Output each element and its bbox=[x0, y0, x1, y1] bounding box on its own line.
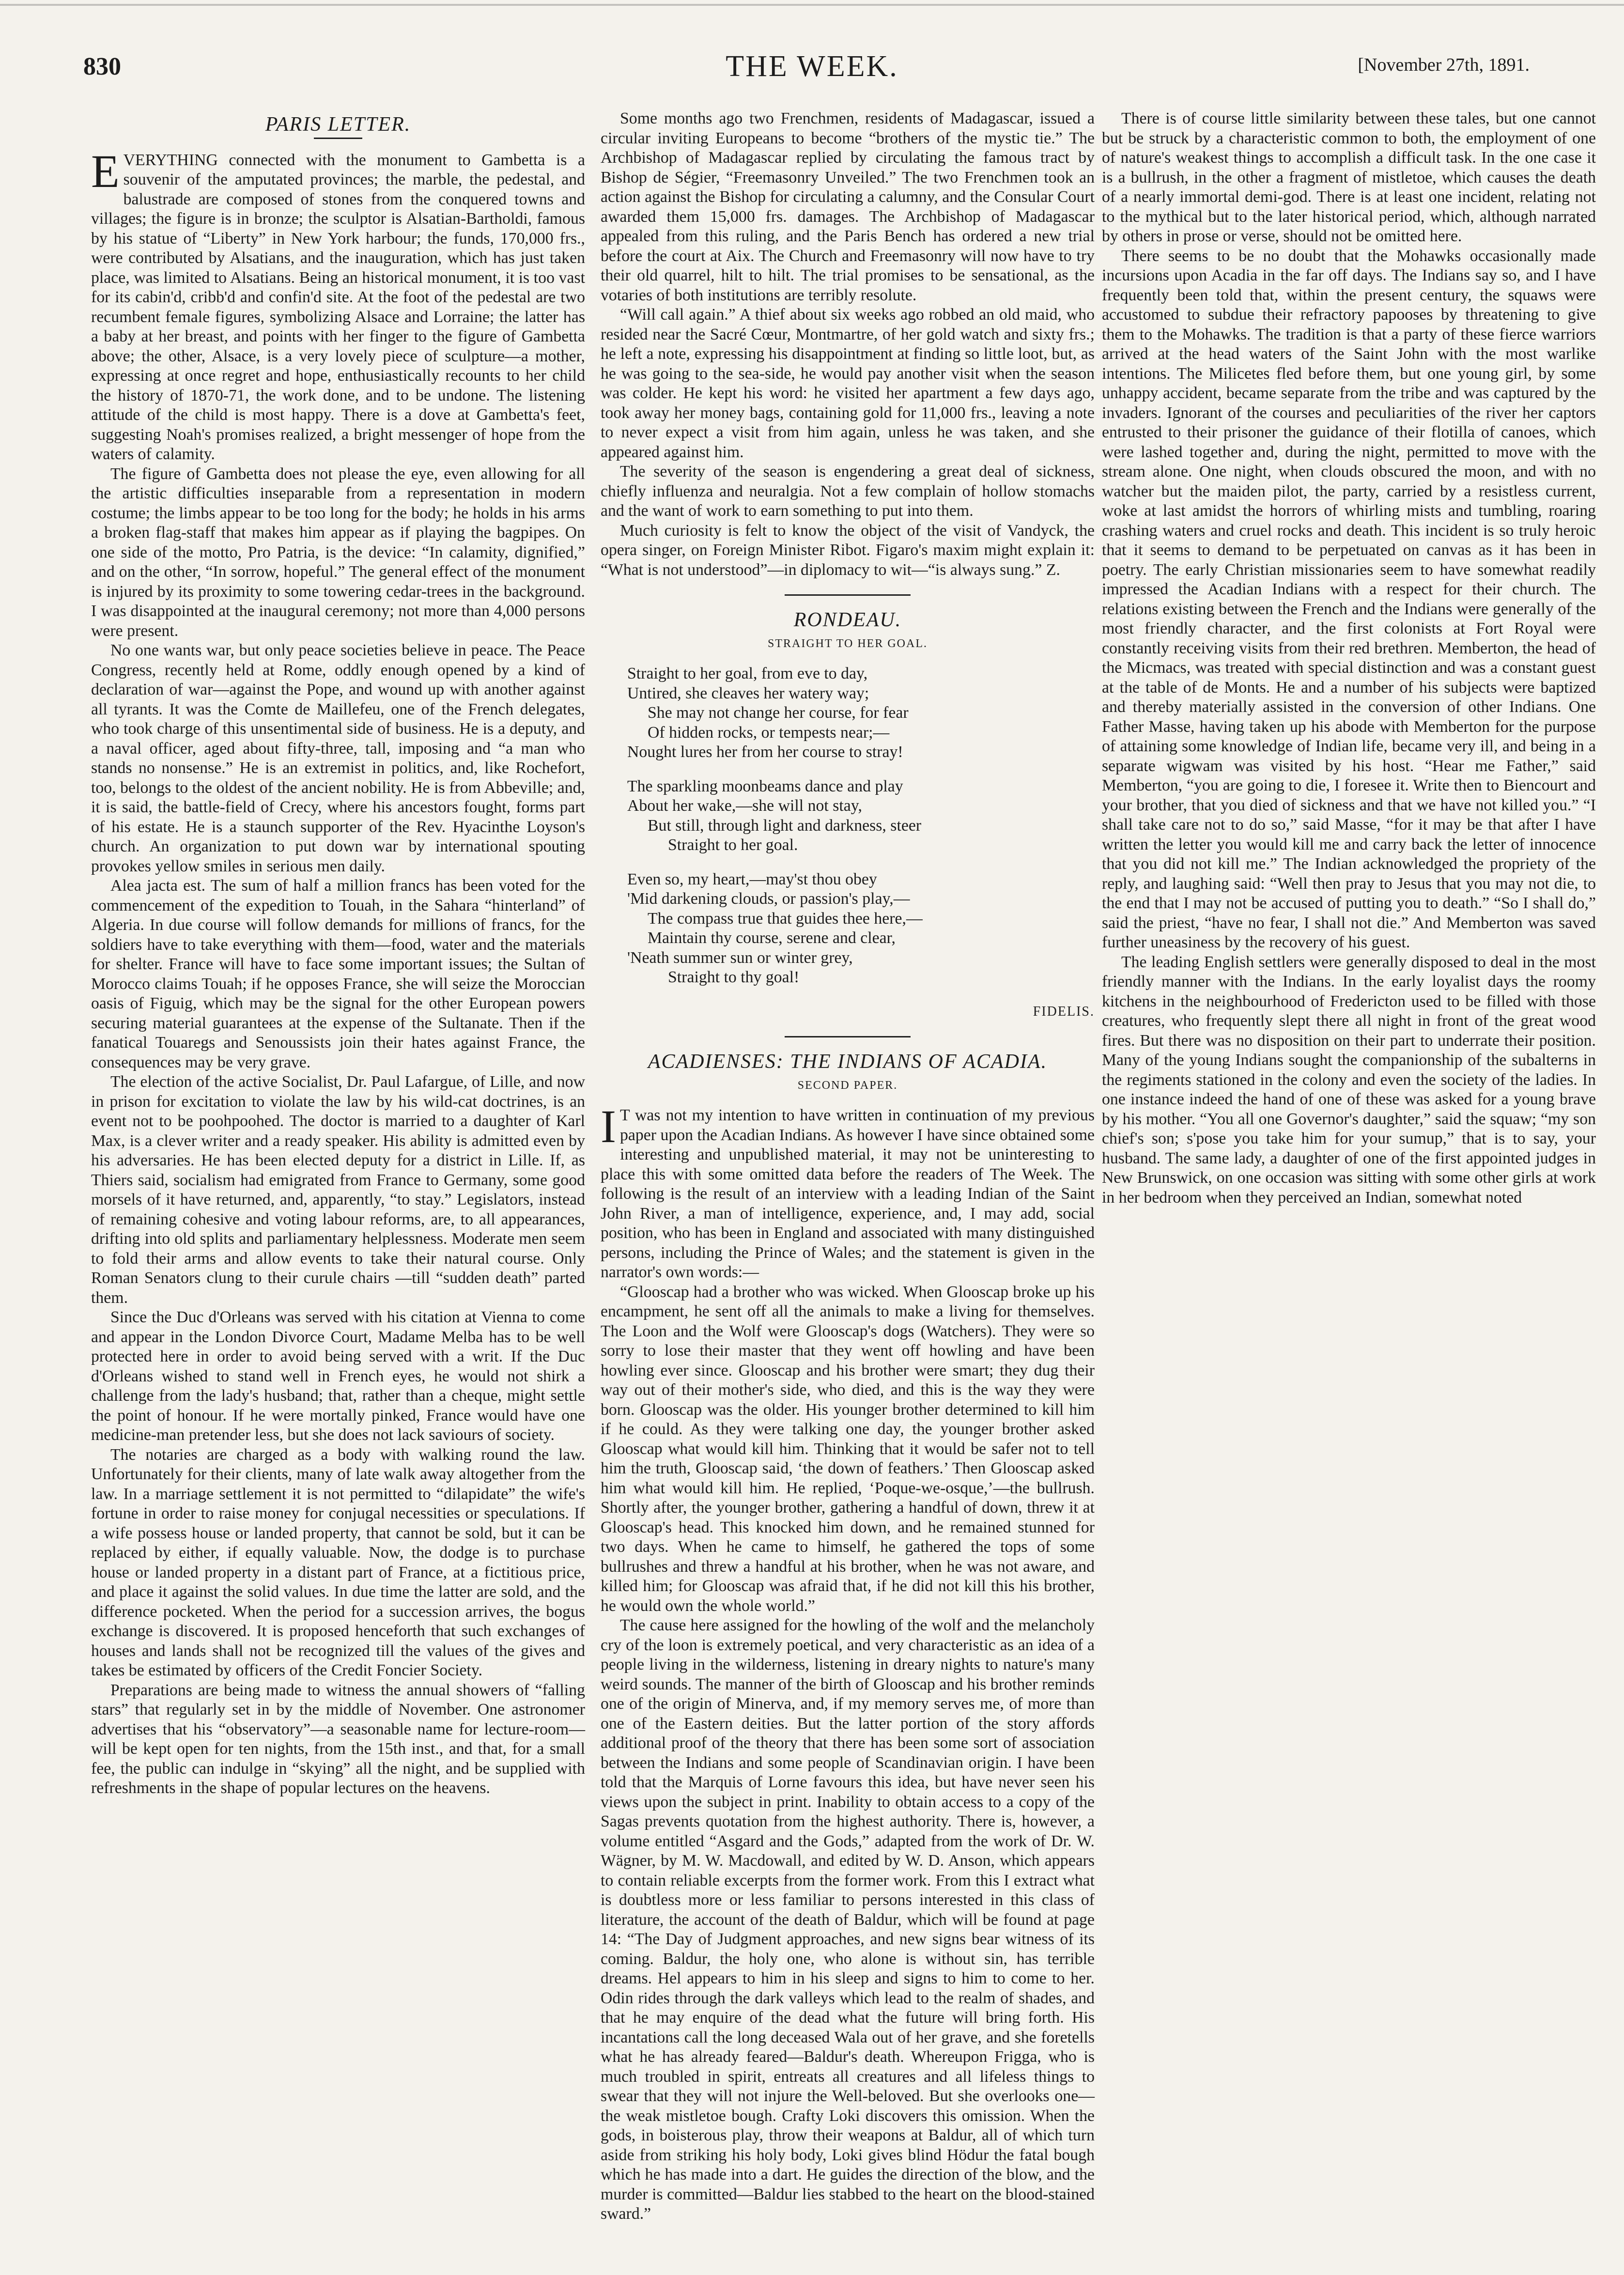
acadienses-paragraph: There is of course little similarity between these tales, but one cannot but be struck by a characteristic common to both, the employment of one of nature's weakest things to accomplish a difficult task. In the one case it is a bullrush, in the other a fragment of mistletoe, which causes the death of a nearly immortal demi-god. There is at least one incident, relating not to the mythical but to the later historical period, which, although narrated by others in prose or verse, should not be omitted here. bbox=[1102, 109, 1596, 245]
paris-paragraph: “Will call again.” A thief about six weeks ago robbed an old maid, who resided near the Sacré Cœur, Montmartre, of her gold watch and sixty frs.; he left a note, expressing his disappointment at finding so little loot, but, as he was going to the sea-side, he would pay another visit when the season was colder. He kept his word: he visited her apartment a few days ago, took away her money bags, containing gold for 11,000 frs., leaving a note to never expect a visit from him again, unless he was taken, and she appeared against him. bbox=[601, 306, 1095, 461]
verse-line: 'Mid darkening clouds, or passion's play,— bbox=[627, 890, 910, 908]
paris-paragraph: Preparations are being made to witness the annual showers of “falling stars” that regularly set in by the middle of November. One astronomer advertises that his “observatory”—a seasonable name for lecture-room—will be kept open for ten nights, from the 15th inst., and that, for a small fee, the public can indulge in “skying” all the night, and be supplied with refreshments in the shape of popular lectures on the heavens. bbox=[91, 1681, 585, 1797]
rondeau-stanza-2 bbox=[627, 777, 1095, 855]
verse-line: Straight to her goal, from eve to day, bbox=[627, 665, 868, 682]
verse-line: She may not change her course, for fear bbox=[648, 704, 909, 722]
verse-line: Of hidden rocks, or tempests near;— bbox=[648, 723, 890, 742]
verse-line: About her wake,—she will not stay, bbox=[627, 797, 862, 815]
verse-line: But still, through light and darkness, steer bbox=[648, 816, 922, 835]
acadienses-paragraph: “Glooscap had a brother who was wicked. When Glooscap broke up his encampment, he sent off all the animals to make a living for themselves. The Loon and the Wolf were Glooscap's dogs (Watchers). They were so sorry to lose their master that they went off howling and have been howling ever since. Glooscap and his brother were smart; they dug their way out of their mother's side, who died, and this is the way they were born. Glooscap was the older. His younger brother determined to kill him if he could. As they were talking one day, the younger brother asked Glooscap what would kill him. Thinking that it would be safer not to tell him the truth, Glooscap said, ‘the down of feathers.’ Then Glooscap asked him what would kill him. He replied, ‘Poque-we-osque,’—the bullrush. Shortly after, the younger brother, gathering a handful of down, threw it at Glooscap's head. This knocked him down, and he remained stunned for two days. When he came to himself, he gathered the tops of some bullrushes and threw a handful at his brother, when he was not aware, and killed him; for Glooscap was afraid that, if he did not kill this his brother, he would own the whole world.” bbox=[601, 1283, 1095, 1615]
paris-paragraph: No one wants war, but only peace societies believe in peace. The Peace Congress, recently held at Rome, oddly enough opened by a kind of declaration of war—against the Pope, and wound up with another against all tyrants. It was the Comte de Maillefeu, one of the French delegates, who took charge of this unsentimental side of business. He is a deputy, and a naval officer, aged about fifty-three, tall, imposing and “a man who stands no nonsense.” He is an extremist in politics, and, like Rochefort, too, belongs to the oldest of the ancient nobility. He is from Abbeville; and, it is said, the battle-field of Crecy, where his ancestors fought, forms part of his estate. He is a staunch supporter of the Rev. Hyacinthe Loyson's church. An organization to put down war by international spouting provokes yellow smiles in serious men daily. bbox=[91, 641, 585, 875]
verse-line: Straight to thy goal! bbox=[668, 968, 800, 986]
acadienses-paragraph: I T was not my intention to have written in continuation of my previous paper upon the Acadian Indians. As however I have since obtained some interesting and unpublished material, it may not be uninteresting to place this with some omitted data before the readers of The Week. The following is the result of an interview with a leading Indian of the Saint John River, a man of intelligence, experience, and, I may add, social position, who has been in England and associated with many distinguished persons, including the Prince of Wales; and the statement is given in the narrator's own words:— bbox=[601, 1100, 1095, 1281]
acadienses-paragraph: The leading English settlers were generally disposed to deal in the most friendly manner with the Indians. In the early loyalist days the roomy kitchens in the neighbourhood of Fredericton used to be filled with those creatures, who frequently slept there all night in front of the great wood fires. But there was no disposition on their part to underrate their position. Many of the young Indians sought the companionship of the subalterns in the regiments stationed in the colony and even the society of the ladies. In one instance indeed the hand of one of these was asked for a young brave by his mother. “You all one Governor's daughter,” said the squaw; “my son chief's son; s'pose you take him for your sumup,” that is to say, your husband. The same lady, a daughter of one of the first appointed judges in New Brunswick, on one occasion was sitting with some other girls at work in her bedroom when they perceived an Indian, somewhat noted bbox=[1102, 953, 1596, 1207]
paris-paragraph: Since the Duc d'Orleans was served with his citation at Vienna to come and appear in the London Divorce Court, Madame Melba has to be well protected here in order to avoid being served with a writ. If the Duc d'Orleans wished to stand well in French eyes, he would not shirk a challenge from the lady's husband; that, rather than a cheque, might settle the point of honour. If he were mortally pinked, France would have one medicine-man pretender less, but she does not lack saviours of society. bbox=[91, 1308, 585, 1444]
drop-cap: E bbox=[91, 145, 120, 197]
paris-paragraph: The election of the active Socialist, Dr. Paul Lafargue, of Lille, and now in prison for excitation to violate the law by his wild-cat doctrines, is an event not to be poohpoohed. The doctor is married to a daughter of Karl Max, is a clever writer and a ready speaker. His ability is admitted even by his adversaries. He has been elected deputy for a district in Lille. If, as Thiers said, socialism had emigrated from France to Germany, some good morsels of it have returned, and, apparently, “to stay.” Legislators, instead of remaining cohesive and voting labour reforms, are, to all appearances, drifting into old splits and parliamentary helplessness. Moderate men seem to fold their arms and allow events to take their natural course. Only Roman Senators clung to their curule chairs —till “sudden death” parted them. bbox=[91, 1073, 585, 1307]
page-number: 830 bbox=[83, 53, 121, 80]
paris-paragraph: The severity of the season is engendering a great deal of sickness, chiefly influenza and neuralgia. Not a few complain of hollow stomachs and the want of work to earn something to put into them. bbox=[601, 463, 1095, 520]
column-1 bbox=[91, 109, 585, 1798]
verse-line: Nought lures her from her course to stray! bbox=[627, 743, 903, 761]
acadienses-subtitle: SECOND PAPER. bbox=[797, 1079, 898, 1092]
acadienses-paragraph: There seems to be no doubt that the Mohawks occasionally made incursions upon Acadia in the far off days. The Indians say so, and I have frequently been told that, within the present century, the squaws were accustomed to subdue their refractory papooses by threatening to give them to the Mohawks. The tradition is that a party of these fierce warriors arrived at the head waters of the Saint John with the most warlike intentions. The Milicetes fled before them, but one young girl, by some unhappy accident, became separate from the tribe and was captured by the invaders. Ignorant of the courses and peculiarities of the river her captors entrusted to their prisoner the guidance of their flotilla of canoes, which were lashed together and, during the night, permitted to move with the stream alone. One night, when clouds obscured the moon, and with no watcher but the maiden pilot, the party, carried by a resistless current, woke at last amidst the horrors of whirling mists and tumbling, roaring crashing waters and cruel rocks and death. This incident is so truly heroic that it seems to demand to be perpetuated on canvas as it has been in poetry. The early Christian missionaries seem to have somewhat readily impressed the Acadian Indians with a respect for their church. The relations existing between the French and the Indians were generally of the most friendly character, and the first colonists at Fort Royal were constantly receiving visits from their red brethren. Memberton, the head of the Micmacs, was treated with special distinction and was a constant guest at the table of de Monts. He and a number of his subjects were baptized and thereby materially assisted in the conversion of other Indians. One Father Masse, having taken up his abode with Memberton for the purpose of attaining some knowledge of Indian life, became very ill, and being in a separate wigwam was visited by his host. “Hear me Father,” said Memberton, “you are going to die, I foresee it. Write then to Biencourt and your brother, that you died of sickness and that we have not killed you.” “I shall take care not to do so,” said Masse, “for it may be that after I have written the letter you would kill me and carry back the letter of innocence that you did not kill me.” The Indian acknowledged the propriety of the reply, and laughing said: “Well then pray to Jesus that you may not die, to the end that I may not be accused of putting you to death.” “So I shall do,” said the priest, “have no fear, I shall not die.” And Memberton was saved further uneasiness by the recovery of his guest. bbox=[1102, 247, 1596, 951]
rondeau-stanza-3 bbox=[627, 870, 1095, 988]
section-rule bbox=[785, 594, 911, 596]
column-2 bbox=[601, 109, 1095, 2224]
verse-line: 'Neath summer sun or winter grey, bbox=[627, 948, 853, 967]
rondeau-stanza-1 bbox=[627, 664, 1095, 762]
verse-line: The sparkling moonbeams dance and play bbox=[627, 777, 903, 795]
acadienses-title: ACADIENSES: THE INDIANS OF ACADIA. bbox=[648, 1051, 1048, 1073]
paris-paragraph: EVERYTHING connected with the monument to Gambetta is a souvenir of the amputated provinces; the marble, the pedestal, and balustrade are composed of stones from the conquered towns and villages; the figure is in bronze; the sculptor is Alsatian-Bartholdi, famous by his statue of “Liberty” in New York harbour; the funds, 170,000 frs., were contributed by Alsatians, and the inauguration, which has just taken place, was limited to Alsatians. Being an historical monument, it is too vast for its cabin'd, cribb'd and confin'd site. At the foot of the pedestal are two recumbent female figures, symbolizing Alsace and Lorraine; the latter has a baby at her breast, and points with her finger to the figure of Gambetta above; the other, Alsace, is a very lovely piece of sculpture—a mother, expressing at once regret and hope, enthusiastically recounts to her child the history of 1870-71, the work done, and to be undone. The listening attitude of the child is most happy. There is a dove at Gambetta's feet, suggesting Noah's promises realized, a bright messenger of hope from the waters of calamity. bbox=[91, 145, 585, 463]
paris-paragraph: The figure of Gambetta does not please the eye, even allowing for all the artistic difficulties inseparable from a representation in modern costume; the limbs appear to be too long for the body; he holds in his arms a broken flag-staff that makes him appear as if playing the bagpipes. On one side of the motto, Pro Patria, is the device: “In calamity, dignified,” and on the other, “In sorrow, hopeful.” The general effect of the monument is injured by its proximity to some towering cedar-trees in the background. I was disappointed at the inaugural ceremony; not more than 4,000 persons were present. bbox=[91, 464, 585, 640]
verse-line: Even so, my heart,—may'st thou obey bbox=[627, 870, 877, 888]
verse-line: Untired, she cleaves her watery way; bbox=[627, 684, 869, 702]
rondeau-title: RONDEAU. bbox=[793, 609, 902, 631]
section-rule bbox=[785, 1036, 911, 1037]
paris-paragraph: Alea jacta est. The sum of half a million francs has been voted for the commencement of the expedition to Touah, in the Sahara “hinterland” of Algeria. In due course will follow demands for millions of francs, for the soldiers have to take everything with them—food, water and the materials for shelter. France will have to face some important issues; the Sultan of Morocco claims Touah; if he opposes France, she will seize the Moroccian oasis of Figuig, which may be the signal for the other European powers securing material guarantees at the expense of the Sultanate. Then if the fanatical Touaregs and Senoussists join their hates against France, the consequences may be very grave. bbox=[91, 877, 585, 1071]
column-3 bbox=[1102, 109, 1596, 1207]
verse-line: Straight to her goal. bbox=[668, 836, 798, 854]
rondeau-subtitle: STRAIGHT TO HER GOAL. bbox=[767, 637, 928, 650]
title-rule bbox=[314, 138, 362, 139]
verse-line: Maintain thy course, serene and clear, bbox=[648, 929, 896, 947]
paris-letter-title: PARIS LETTER. bbox=[265, 113, 411, 136]
masthead: THE WEEK. bbox=[726, 50, 898, 83]
rondeau-signature: FIDELIS. bbox=[1033, 1004, 1095, 1019]
verse-line: The compass true that guides thee here,— bbox=[648, 909, 923, 928]
acadienses-paragraph: The cause here assigned for the howling of the wolf and the melancholy cry of the loon is extremely poetical, and very characteristic as an idea of a people living in the wilderness, listening in dreary nights to nature's many weird sounds. The manner of the birth of Glooscap and his brother reminds one of the origin of Minerva, and, if my memory serves me, of more than one of the Eastern deities. But the latter portion of the story affords additional proof of the theory that there has been some sort of association between the Indians and some people of Scandinavian origin. I have been told that the Marquis of Lorne favours this idea, but have never seen his views upon the subject in print. Inability to obtain access to a copy of the Sagas prevents quotation from the highest authority. There is, however, a volume entitled “Asgard and the Gods,” adapted from the work of Dr. W. Wägner, by M. W. Macdowall, and edited by W. D. Anson, which appears to contain reliable excerpts from the former work. From this I extract what is doubtless more or less familiar to persons interested in this class of literature, the account of the death of Baldur, which will be found at page 14: “The Day of Judgment approaches, and new signs bear witness of its coming. Baldur, the holy one, who alone is without sin, has terrible dreams. Hel appears to him in his sleep and signs to him to come to her. Odin rides through the dark valleys which lead to the realm of shades, and that he may enquire of the dead what the future will bring forth. His incantations call the long deceased Wala out of her grave, and she foretells what he has already feared—Baldur's death. Whereupon Frigga, who is much troubled in spirit, entreats all creatures and all lifeless things to swear that they will not injure the Well-beloved. But she overlooks one—the weak mistletoe bough. Crafty Loki discovers this omission. When the gods, in boisterous play, throw their weapons at Baldur, all of which turn aside from striking his holy body, Loki gives blind Hödur the fatal bough which he has made into a dart. He guides the direction of the blow, and the murder is committed—Baldur lies stabbed to the heart on the blood-stained sward.” bbox=[601, 1616, 1095, 2223]
top-rule bbox=[0, 4, 1624, 6]
paris-paragraph: Much curiosity is felt to know the object of the visit of Vandyck, the opera singer, on Foreign Minister Ribot. Figaro's maxim might explain it: “What is not understood”—in diplomacy to wit—“is always sung.” Z. bbox=[601, 521, 1095, 579]
paris-paragraph: Some months ago two Frenchmen, residents of Madagascar, issued a circular inviting Europeans to become “brothers of the mystic tie.” The Archbishop of Madagascar replied by circulating the famous tract by Bishop de Ségier, “Freemasonry Unveiled.” The two Frenchmen took an action against the Bishop for circulating a calumny, and the Consular Court awarded them 15,000 frs. damages. The Archbishop of Madagascar appealed from this ruling, and the Paris Bench has ordered a new trial before the court at Aix. The Church and Freemasonry will now have to try their old quarrel, hilt to hilt. The trial promises to be sensational, as the votaries of both institutions are terribly resolute. bbox=[601, 109, 1095, 304]
paris-paragraph: The notaries are charged as a body with walking round the law. Unfortunately for their clients, many of late walk away altogether from the law. In a marriage settlement it is not permitted to “dilapidate” the wife's fortune in order to raise money for conjugal necessities or speculations. If a wife possess house or landed property, that cannot be sold, but it can be replaced by either, if equally valuable. Now, the dodge is to purchase house or landed property in a distant part of France, at a fictitious price, and place it against the solid values. In due time the latter are sold, and the difference pocketed. When the period for a succession arrives, the bogus exchange is discovered. It is proposed henceforth that such exchanges of houses and lands shall not be recognized till the values of the gives and takes be estimated by officers of the Credit Foncier Society. bbox=[91, 1445, 585, 1679]
drop-cap: I bbox=[601, 1100, 616, 1152]
issue-date: [November 27th, 1891. bbox=[1358, 55, 1530, 75]
